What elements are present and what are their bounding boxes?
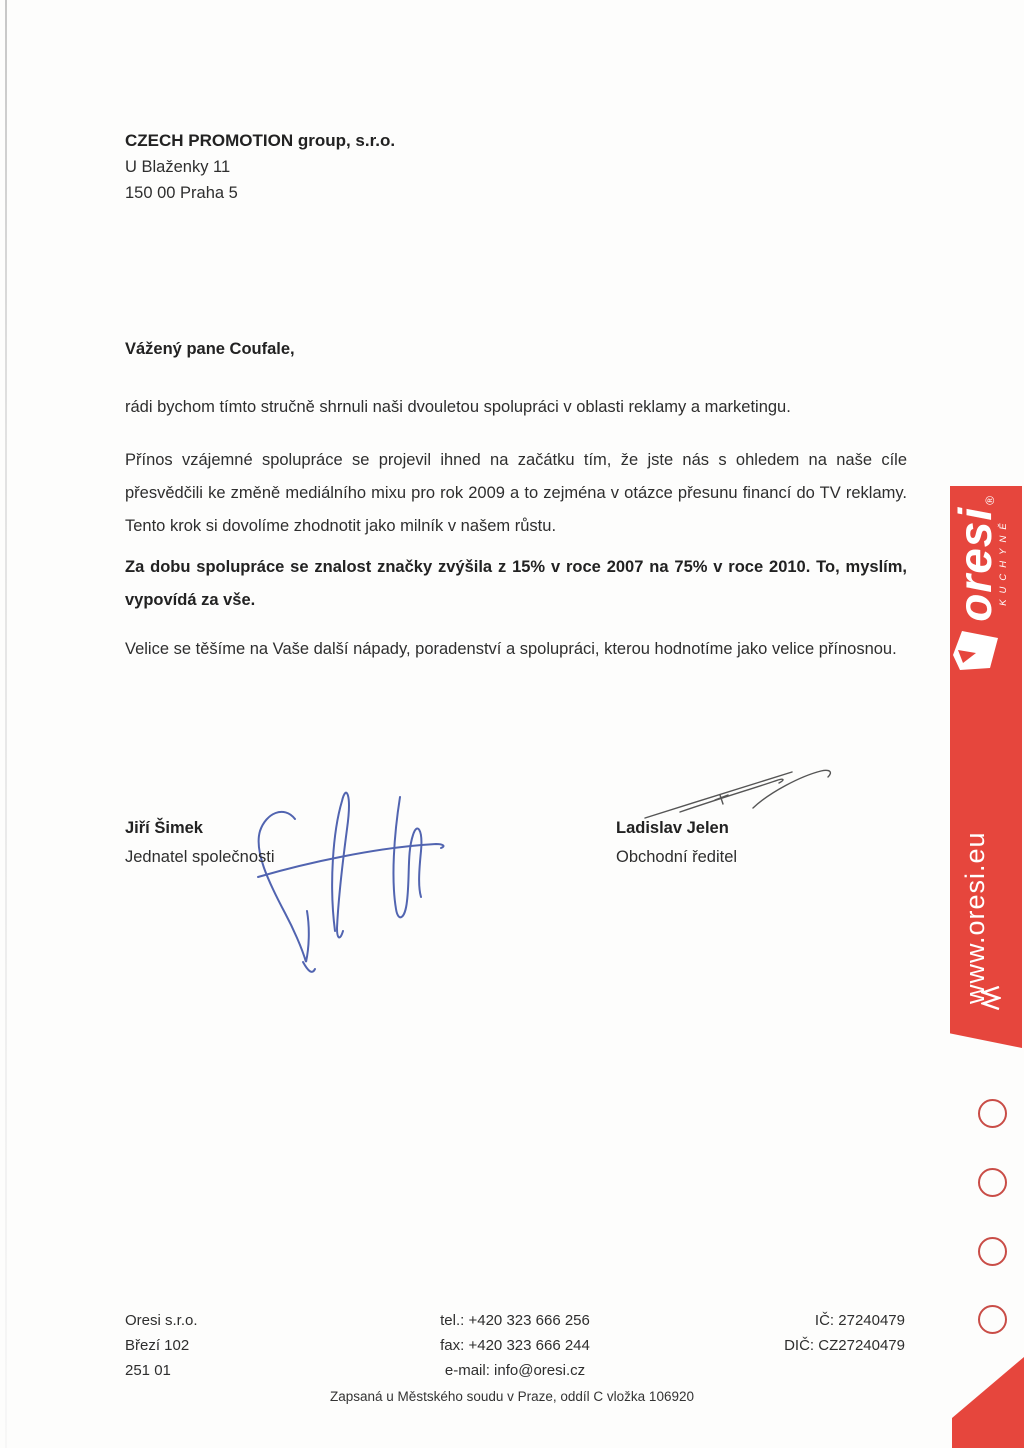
oresi-wordmark xyxy=(949,506,1009,622)
signature-jiri-simek xyxy=(240,773,455,981)
footer-registry-note: Zapsaná u Městského soudu v Praze, oddíl C vložka 106920 xyxy=(330,1389,694,1404)
footer-address xyxy=(125,1308,198,1383)
recipient-block xyxy=(125,128,395,206)
signatory-left-title: Jednatel společnosti xyxy=(125,848,275,866)
brand-sidebar-content xyxy=(950,486,1022,1040)
paragraph-intro: rádi bychom tímto stručně shrnuli naši dvouletou spolupráci v oblasti reklamy a marketingu. xyxy=(125,398,791,416)
footer-phone: tel.: +420 323 666 256 xyxy=(440,1312,590,1329)
scan-edge-artifact xyxy=(5,0,7,1448)
salutation: Vážený pane Coufale, xyxy=(125,340,295,358)
brand-word: oresi xyxy=(949,506,1001,622)
footer-registration xyxy=(720,1308,905,1358)
paragraph-benefit: Přínos vzájemné spolupráce se projevil ihned na začátku tím, že jste nás s ohledem na naše cíle přesvědčili ke změně mediálního mixu pro rok 2009 a to zejména v otázce přesunu financí do TV reklamy. Tento krok si dovolíme zhodnotit jako milník v našem růstu. xyxy=(125,451,907,535)
footer-contact xyxy=(360,1308,670,1383)
oresi-logo xyxy=(949,496,1009,671)
signatory-right-title: Obchodní ředitel xyxy=(616,848,738,866)
decorative-circle xyxy=(978,1237,1007,1266)
footer-dic: DIČ: CZ27240479 xyxy=(784,1337,905,1354)
paragraph-brand-awareness: Za dobu spolupráce se znalost značky zvýšila z 15% v roce 2007 na 75% v roce 2010. To, myslím, vypovídá za vše. xyxy=(125,558,907,609)
footer-ic: IČ: 27240479 xyxy=(814,1312,905,1329)
registered-trademark-icon: ® xyxy=(983,496,997,505)
signatory-right-name: Ladislav Jelen xyxy=(616,819,729,837)
brand-subtitle: KUCHYNĚ xyxy=(998,517,1009,606)
decorative-circle xyxy=(978,1099,1007,1128)
signatory-left-name: Jiří Šimek xyxy=(125,819,203,837)
website-url: www.oresi.eu xyxy=(960,831,990,1004)
oresi-logo-icon xyxy=(953,631,999,671)
signatory-right xyxy=(616,814,737,872)
zigzag-chevron-icon xyxy=(981,986,1001,1012)
footer-fax: fax: +420 323 666 244 xyxy=(440,1337,590,1354)
decorative-circle xyxy=(978,1168,1007,1197)
recipient-company: CZECH PROMOTION group, s.r.o. xyxy=(125,131,396,150)
recipient-street: U Blaženky 11 xyxy=(125,158,231,176)
decorative-circle xyxy=(978,1305,1007,1334)
footer-email: e-mail: info@oresi.cz xyxy=(444,1362,586,1379)
paragraph-closing: Velice se těšíme na Vaše další nápady, poradenství a spolupráci, kterou hodnotíme jako velice přínosnou. xyxy=(125,640,897,658)
footer-street: Březí 102 xyxy=(125,1337,190,1354)
footer-company: Oresi s.r.o. xyxy=(125,1312,198,1329)
footer-zip: 251 01 xyxy=(125,1362,171,1379)
signatory-left xyxy=(125,814,275,872)
recipient-city: 150 00 Praha 5 xyxy=(125,184,238,202)
